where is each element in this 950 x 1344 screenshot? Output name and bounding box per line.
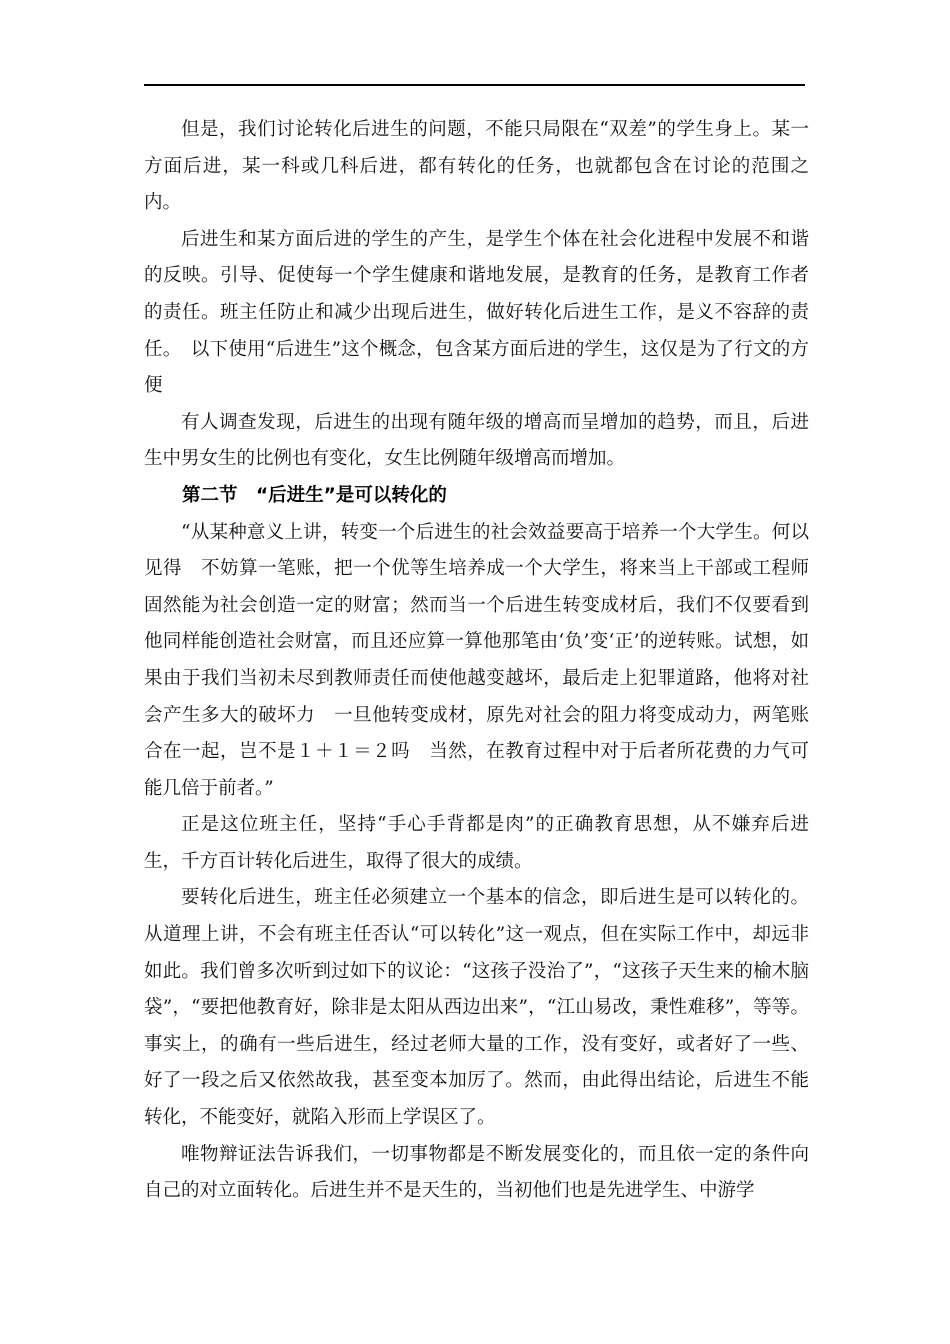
paragraph: 后进生和某方面后进的学生的产生，是学生个体在社会化进程中发展不和谐的反映。引导、促使每一个学生健康和谐地发展，是教育的任务，是教育工作者的责任。班主任防止和减少出现后进生，做好转化后进生工作，是义不容辞的责任。 以下使用“后进生”这个概念，包含某方面后进的学生，这仅是为了行文的方便: [144, 228, 809, 397]
paragraph: 但是，我们讨论转化后进生的问题，不能只局限在“双差”的学生身上。某一方面后进，某一科或几科后进，都有转化的任务，也就都包含在讨论的范围之内。: [144, 119, 809, 214]
paragraph: 正是这位班主任，坚持“手心手背都是肉”的正确教育思想，从不嫌弃后进生，千方百计转化后进生，取得了很大的成绩。: [144, 814, 809, 872]
paragraph: 要转化后进生，班主任必须建立一个基本的信念，即后进生是可以转化的。从道理上讲，不会有班主任否认“可以转化”这一观点，但在实际工作中，却远非如此。我们曾多次听到过如下的议论：“这孩子没治了”，“这孩子天生来的榆木脑袋”，“要把他教育好，除非是太阳从西边出来”，“江山易改，秉性难移”，等等。事实上，的确有一些后进生，经过老师大量的工作，没有变好，或者好了一些、好了一段之后又依然故我，甚至变本加厉了。然而，由此得出结论，后进生不能转化，不能变好，就陷入形而上学误区了。: [144, 887, 809, 1129]
paragraph: 唯物辩证法告诉我们，一切事物都是不断发展变化的，而且依一定的条件向自己的对立面转化。后进生并不是天生的，当初他们也是先进学生、中游学: [144, 1143, 809, 1202]
header-rule: [144, 84, 805, 86]
quoted-paragraph: “从某种意义上讲，转变一个后进生的社会效益要高于培养一个大学生。何以见得 不妨算一笔账，把一个优等生培养成一个大学生，将来当上干部或工程师固然能为社会创造一定的财富；然而当一个后进生转变成材后，我们不仅要看到他同样能创造社会财富，而且还应算一算他那笔由‘负’变‘正’的逆转账。试想，如果由于我们当初未尽到教师责任而使他越变越坏，最后走上犯罪道路，他将对社会产生多大的破坏力 一旦他转变成材，原先对社会的阻力将变成动力，两笔账合在一起，岂不是１＋１＝２吗 当然，在教育过程中对于后者所花费的力气可能几倍于前者。”: [144, 521, 809, 799]
document-body: [144, 112, 809, 1210]
paragraph: 有人调查发现，后进生的出现有随年级的增高而呈增加的趋势，而且，后进生中男女生的比例也有变化，女生比例随年级增高而增加。: [144, 411, 809, 470]
section-heading: 第二节 “后进生”是可以转化的: [182, 484, 447, 506]
